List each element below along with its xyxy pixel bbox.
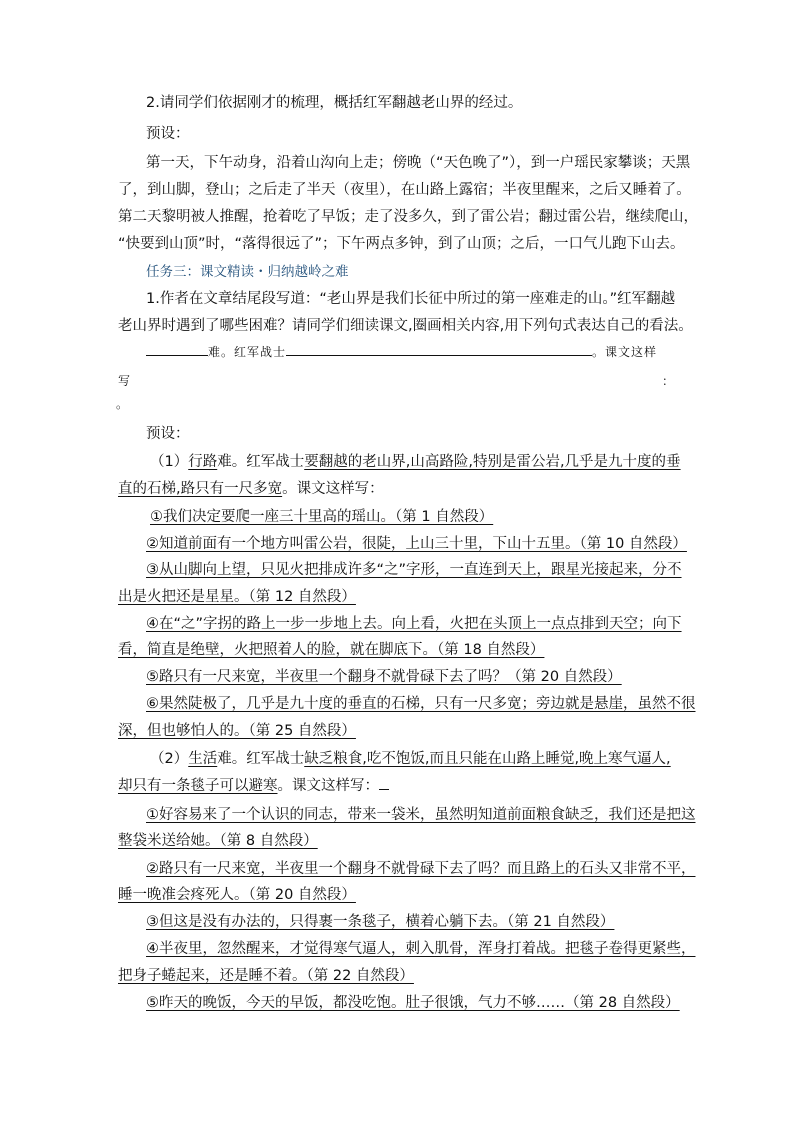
quote-line: ③从山脚向上望，只见火把排成许多“之”字形，一直连到天上，跟星光接起来，分不 [146,562,682,578]
preset-label: 预设： [146,426,190,442]
template-text: 难。红军战士 [208,345,287,359]
quote-line: ⑤昨天的晚饭，今天的早饭，都没吃饱。肚子很饿，气力不够……（第 28 自然段） [146,995,680,1011]
preset-label: 预设： [146,126,190,142]
quote-line: ①好容易来了一个认识的同志，带来一袋米，虽然明知道前面粮食缺乏，我们还是把这 [146,807,696,823]
sentence-text: 难。红军战士 [217,751,305,767]
sentence-template [146,341,657,362]
quote-line: ②路只有一尺来宽，半夜里一个翻身不就骨碌下去了吗？而且路上的石头又非常不平， [146,861,696,877]
question-1-line: 1.作者在文章结尾段写道：“老山界是我们长征中所过的第一座难走的山。”红军翻越 [146,291,676,307]
quote-line: ③但这是没有办法的，只得裹一条毯子，横着心躺下去。（第 21 自然段） [146,914,615,930]
blank-field[interactable] [286,341,592,356]
task-3-heading: 任务三：课文精读・归纳越岭之难 [146,264,349,280]
difficulty-2-line [150,749,671,769]
template-colon: ： [662,374,676,388]
difficulty-reason: 却只有一条毯子可以避寒 [118,778,278,794]
difficulty-reason: 缺乏粮食,吃不饱饭,而且只能在山路上睡觉,晚上寒气逼人, [304,751,671,767]
question-2-title: 2.请同学们依据刚才的梳理，概括红军翻越老山界的经过。 [146,95,523,111]
sentence-text: 。课文这样写： [282,481,384,497]
difficulty-reason: 直的石梯,路只有一尺多宽 [118,481,283,497]
template-text: 。课文这样 [592,345,658,359]
difficulty-name: 行路 [188,454,218,470]
difficulty-name: 生活 [188,751,218,767]
sentence-text: 难。红军战士 [217,454,305,470]
difficulty-reason: 要翻越的老山界,山高路险,特别是雷公岩,几乎是九十度的垂 [304,454,681,470]
item-number: （1） [150,454,189,470]
answer-line: 第二天黎明被人推醒，抢着吃了早饭；走了没多久，到了雷公岩；翻过雷公岩，继续爬山， [118,209,698,225]
template-period: 。 [116,397,130,411]
question-1-line: 老山界时遇到了哪些困难？请同学们细读课文,圈画相关内容,用下列句式表达自己的看法。 [118,318,693,334]
quote-line: 整袋米送给她。（第 8 自然段） [118,833,318,849]
blank-field[interactable] [379,777,389,790]
quote-line: ④在“之”字拐的路上一步一步地上去。向上看，火把在头顶上一点点排到天空；向下 [146,616,682,632]
quote-line: ④半夜里，忽然醒来，才觉得寒气逼人，刺入肌骨，浑身打着战。把毯子卷得更紧些， [146,941,696,957]
answer-line: 第一天，下午动身，沿着山沟向上走；傍晚（“天色晚了”），到一户瑶民家攀谈；天黑 [146,155,691,171]
quote-line: ②知道前面有一个地方叫雷公岩，很陡，上山三十里，下山十五里。（第 10 自然段） [146,536,687,552]
quote-line: 深，但也够怕人的。（第 25 自然段） [118,723,356,739]
difficulty-1-line [150,452,681,472]
item-number: （2） [150,751,189,767]
quote-line: 看，简直是绝壁，火把照着人的脸，就在脚底下。（第 18 自然段） [118,642,545,658]
difficulty-1-line [118,479,384,499]
sentence-text: 。课文这样写： [277,778,379,794]
answer-line: 了，到山脚，登山；之后走了半天（夜里），在山路上露宿；半夜里醒来，之后又睡着了。 [118,182,691,198]
quote-line: 把身子蜷起来，还是睡不着。（第 22 自然段） [118,968,414,984]
template-text: 写 [118,374,132,388]
answer-line: “快要到山顶”时，“落得很远了”；下午两点多钟，到了山顶；之后，一口气儿跑下山去。 [118,236,685,252]
quote-line: 睡一晚准会疼死人。（第 20 自然段） [118,887,356,903]
quote-line: 出是火把还是星星。（第 12 自然段） [118,589,356,605]
quote-line: ⑥果然陡极了，几乎是九十度的垂直的石梯，只有一尺多宽；旁边就是悬崖，虽然不很 [146,696,696,712]
quote-line: ①我们决定要爬一座三十里高的瑶山。（第 1 自然段） [150,509,494,525]
difficulty-2-line [118,776,389,796]
quote-line: ⑤路只有一尺来宽，半夜里一个翻身不就骨碌下去了吗？（第 20 自然段） [146,669,622,685]
blank-field[interactable] [146,341,208,356]
